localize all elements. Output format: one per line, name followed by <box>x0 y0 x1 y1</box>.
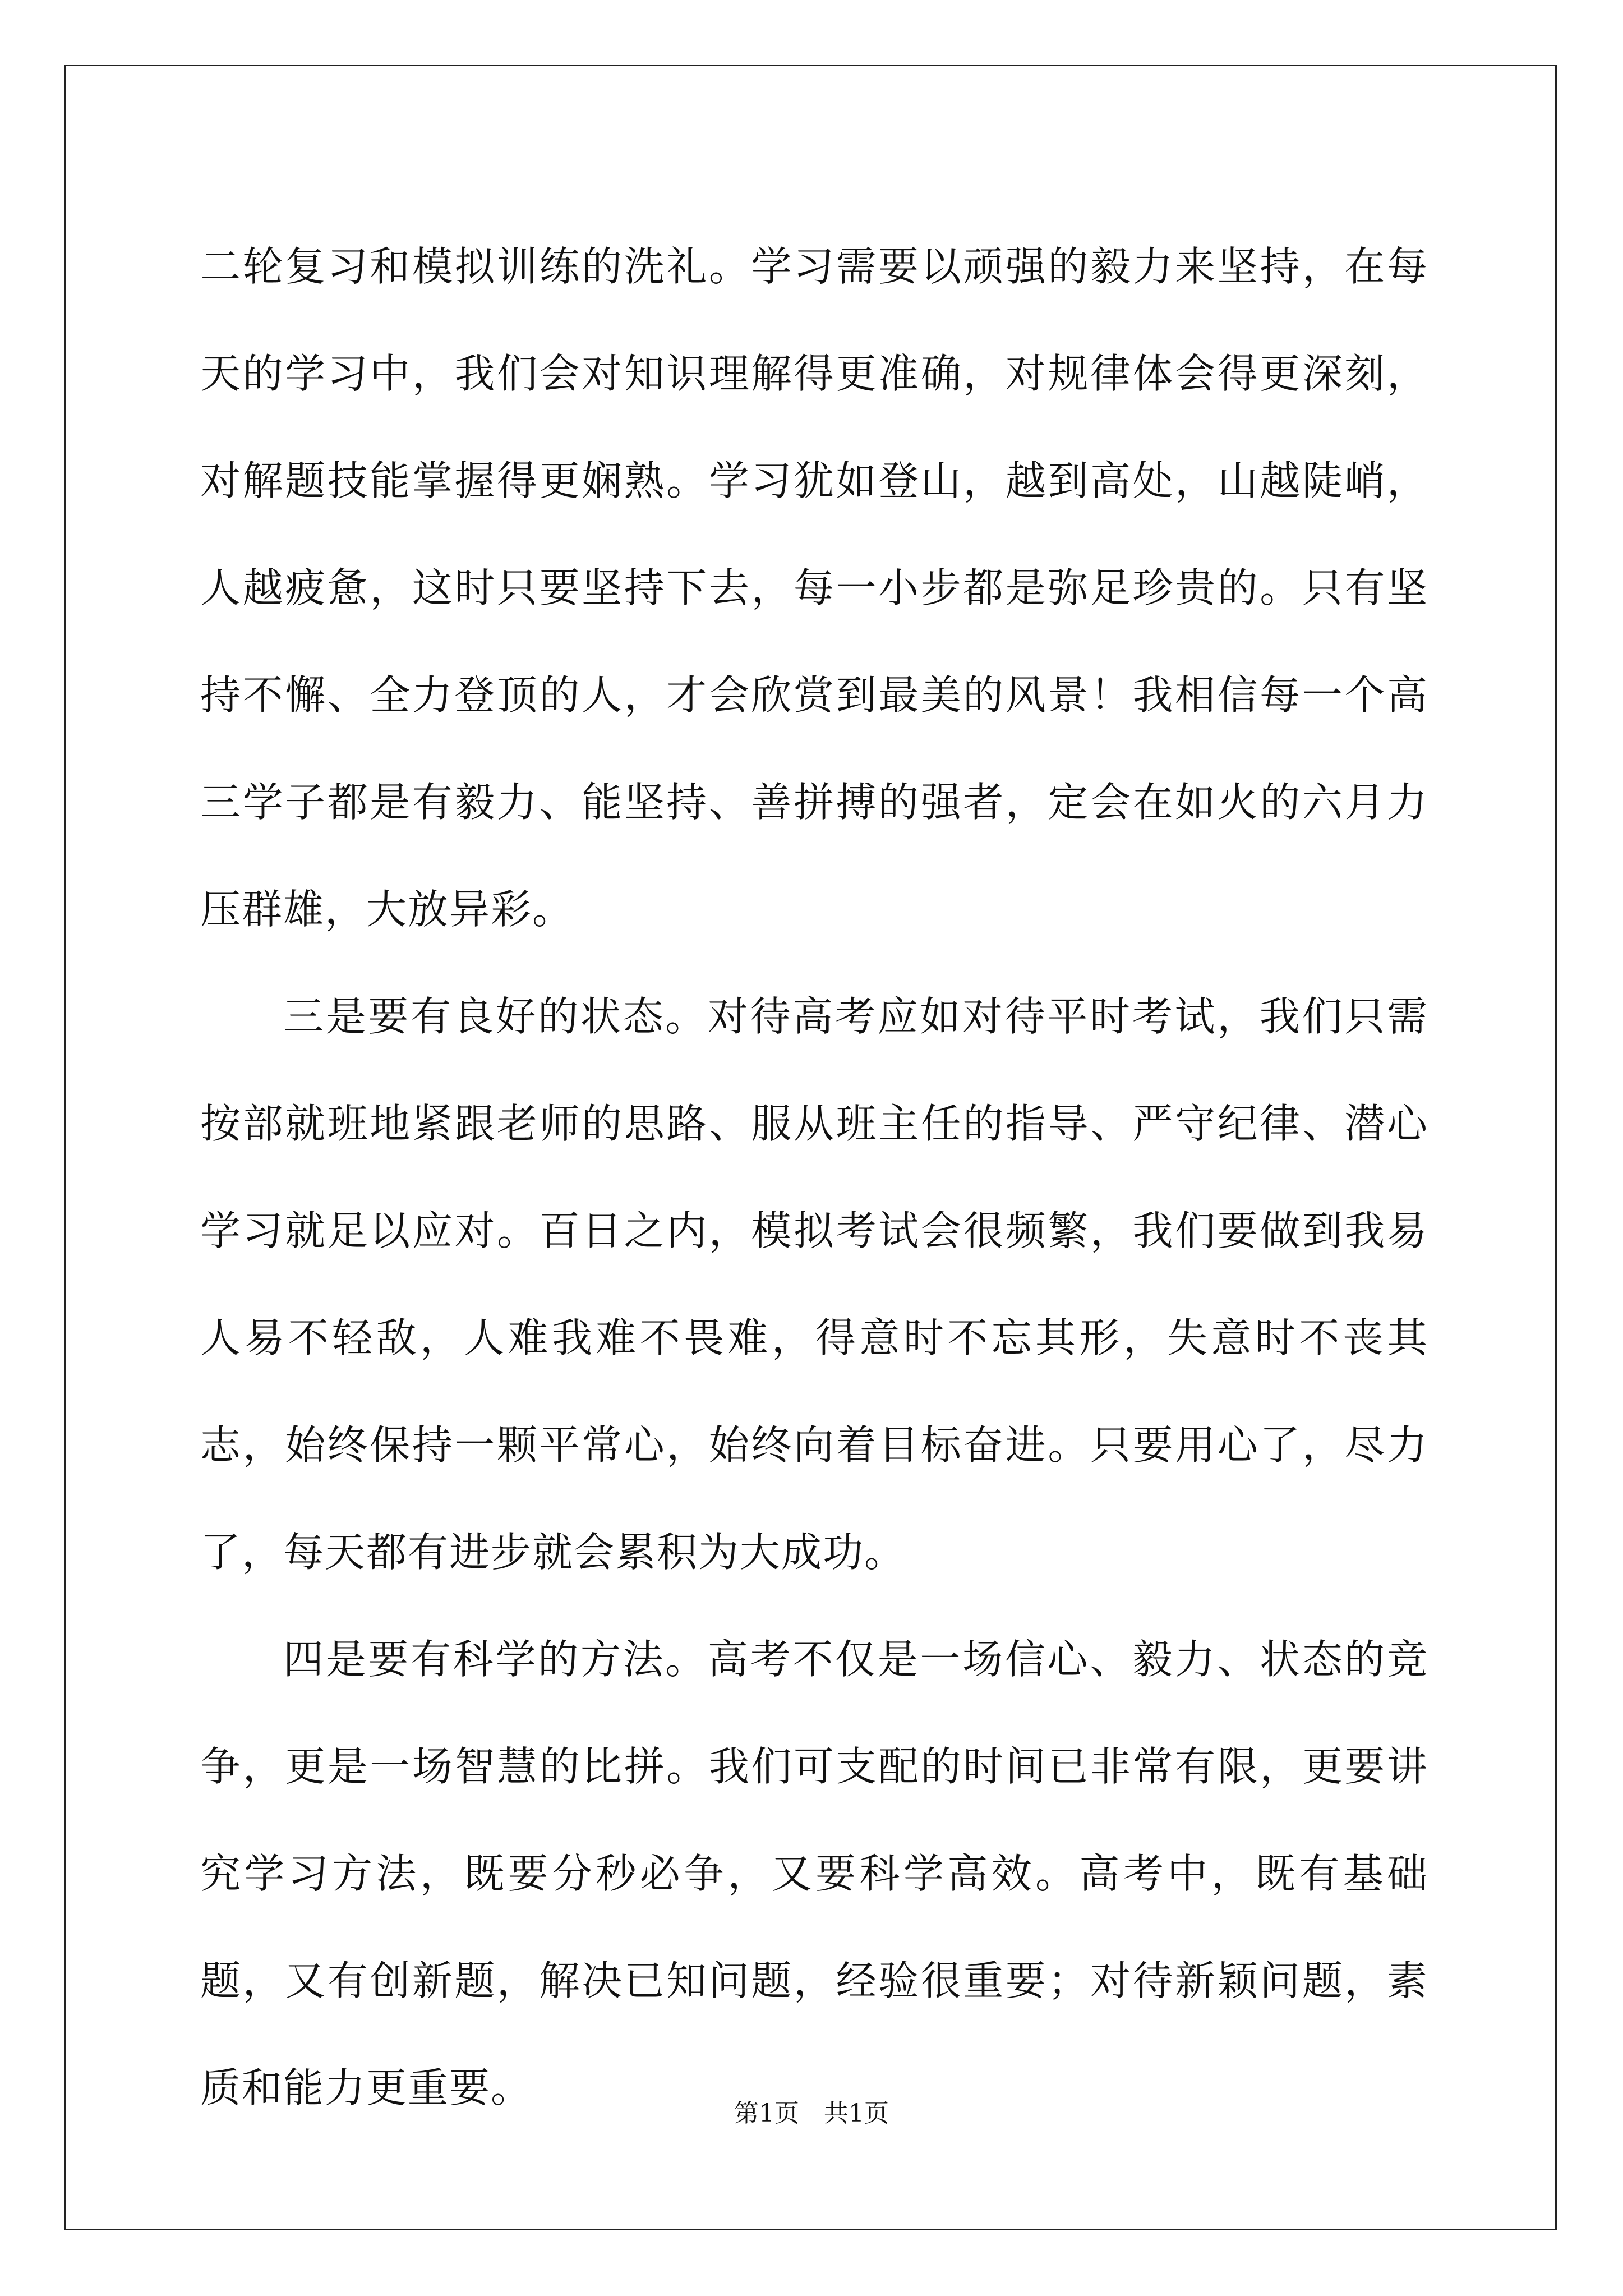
paragraph-3: 四是要有科学的方法。高考不仅是一场信心、毅力、状态的竞争，更是一场智慧的比拼。我们可支配的时间已非常有限，更要讲究学习方法，既要分秒必争，又要科学高效。高考中，既有基础题，又有创新题，解决已知问题，经验很重要；对待新颖问题，素质和能力更重要。 <box>200 1636 1428 2111</box>
paragraph-1: 二轮复习和模拟训练的洗礼。学习需要以顽强的毅力来坚持，在每天的学习中，我们会对知识理解得更准确，对规律体会得更深刻，对解题技能掌握得更娴熟。学习犹如登山，越到高处，山越陡峭，人越疲惫，这时只要坚持下去，每一小步都是弥足珍贵的。只有坚持不懈、全力登顶的人，才会欣赏到最美的风景！我相信每一个高三学子都是有毅力、能坚持、善拼搏的强者，定会在如火的六月力压群雄，大放异彩。 <box>200 243 1428 933</box>
page-footer: 第1页 共1页 <box>734 2099 889 2128</box>
paragraph-2: 三是要有良好的状态。对待高考应如对待平时考试，我们只需按部就班地紧跟老师的思路、服从班主任的指导、严守纪律、潜心学习就足以应对。百日之内，模拟考试会很频繁，我们要做到我易人易不轻敌，人难我难不畏难，得意时不忘其形，失意时不丧其志，始终保持一颗平常心，始终向着目标奋进。只要用心了，尽力了，每天都有进步就会累积为大成功。 <box>200 993 1428 1576</box>
document-body <box>200 213 1428 2142</box>
